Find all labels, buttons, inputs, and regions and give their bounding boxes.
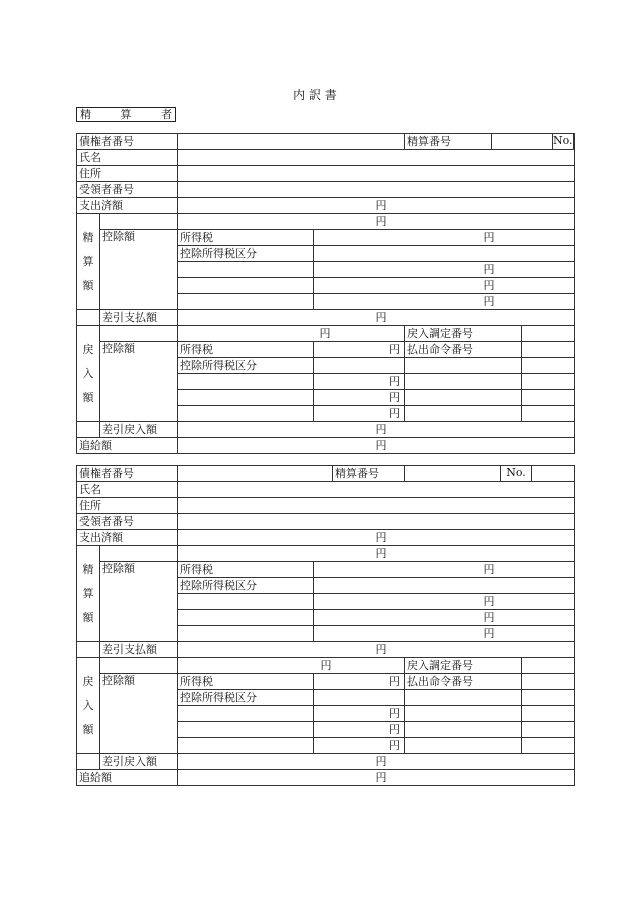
vchar: 精 <box>82 562 94 576</box>
seisansha-char: 算 <box>120 108 132 121</box>
blank-cell[interactable] <box>522 706 575 722</box>
seisan-amount-label <box>77 214 100 310</box>
deduction-amount-field[interactable] <box>314 626 575 642</box>
income-tax-label: 所得税 <box>178 230 314 246</box>
vchar: 額 <box>82 722 94 736</box>
paid-amount-label: 支出済額 <box>77 530 178 546</box>
yen-unit: 円 <box>375 438 387 452</box>
deduction-label: 控除額 <box>100 562 178 642</box>
recipient-no-field[interactable] <box>178 514 575 530</box>
address-label: 住所 <box>77 498 178 514</box>
address-field[interactable] <box>178 498 575 514</box>
recipient-no-label: 受領者番号 <box>77 182 178 198</box>
net-return-field[interactable] <box>178 754 575 770</box>
settlement-no-field[interactable] <box>405 466 575 482</box>
seisansha-char: 精 <box>80 108 91 121</box>
net-payment-label: 差引支払額 <box>100 310 178 326</box>
income-tax-label: 所得税 <box>178 562 314 578</box>
settlement-no-label: 精算番号 <box>333 466 405 482</box>
yen-unit: 円 <box>483 594 495 608</box>
net-return-field[interactable] <box>178 422 575 438</box>
income-tax-field[interactable] <box>314 674 405 690</box>
income-tax-field[interactable] <box>314 230 575 246</box>
creditor-no-label: 債権者番号 <box>77 466 178 482</box>
return-amount-field[interactable] <box>178 326 405 342</box>
income-tax-class-label: 控除所得税区分 <box>178 690 314 706</box>
vchar: 精 <box>82 230 94 244</box>
deduction-amount-field[interactable] <box>314 262 575 278</box>
yen-unit: 円 <box>375 214 387 228</box>
blank-cell[interactable] <box>522 690 575 706</box>
deduction-item-field[interactable] <box>178 374 314 390</box>
deduction-amount-field[interactable] <box>314 706 405 722</box>
yen-unit: 円 <box>483 294 495 308</box>
seisansha-char: 者 <box>161 108 172 121</box>
no-label: No. <box>501 466 532 481</box>
blank-cell[interactable] <box>522 406 575 422</box>
name-field[interactable] <box>178 150 575 166</box>
income-tax-label: 所得税 <box>178 342 314 358</box>
vchar: 算 <box>82 586 94 600</box>
document-title: 内 訳 書 <box>293 88 337 102</box>
blank-cell[interactable] <box>522 390 575 406</box>
deduction-item-field[interactable] <box>178 610 314 626</box>
return-adjust-no-label: 戻入調定番号 <box>405 326 522 342</box>
yen-unit: 円 <box>389 706 400 720</box>
income-tax-field[interactable] <box>314 562 575 578</box>
yen-unit: 円 <box>483 278 495 292</box>
blank-cell[interactable] <box>522 358 575 374</box>
breakdown-table-2 <box>76 465 575 786</box>
seisan-amount-field[interactable] <box>178 546 575 562</box>
address-field[interactable] <box>178 166 575 182</box>
paid-amount-label: 支出済額 <box>77 198 178 214</box>
income-tax-class-field[interactable] <box>314 578 575 594</box>
vchar: 入 <box>82 698 94 712</box>
deduction-item-field[interactable] <box>178 722 314 738</box>
no-field[interactable] <box>532 466 574 481</box>
settlement-no-label: 精算番号 <box>405 134 492 150</box>
return-adjust-no-field[interactable] <box>522 658 575 674</box>
blank-cell[interactable] <box>522 738 575 754</box>
creditor-no-field[interactable] <box>178 466 333 482</box>
creditor-no-field[interactable] <box>178 134 405 150</box>
return-amount-field[interactable] <box>178 658 405 674</box>
blank-cell[interactable] <box>522 722 575 738</box>
yen-unit: 円 <box>375 642 387 656</box>
payment-order-no-field[interactable] <box>522 342 575 358</box>
additional-label: 追給額 <box>77 438 178 454</box>
yen-unit: 円 <box>389 374 401 388</box>
deduction-label: 控除額 <box>100 230 178 310</box>
deduction-amount-field[interactable] <box>314 722 405 738</box>
deduction-amount-field[interactable] <box>314 390 405 406</box>
yen-unit: 円 <box>389 390 401 404</box>
deduction-item-field[interactable] <box>178 594 314 610</box>
yen-unit: 円 <box>483 262 495 276</box>
blank-cell[interactable] <box>405 374 522 390</box>
blank-cell[interactable] <box>405 706 522 722</box>
return-amount-label <box>77 326 100 422</box>
blank-cell[interactable] <box>405 738 522 754</box>
deduction-amount-field[interactable] <box>314 610 575 626</box>
yen-unit: 円 <box>375 546 387 560</box>
income-tax-field[interactable] <box>314 342 405 358</box>
deduction-label: 控除額 <box>100 342 178 422</box>
yen-unit: 円 <box>389 722 400 736</box>
blank-cell[interactable] <box>405 690 522 706</box>
deduction-amount-field[interactable] <box>314 294 575 310</box>
deduction-item-field[interactable] <box>178 626 314 642</box>
income-tax-class-field[interactable] <box>314 246 575 262</box>
deduction-item-field[interactable] <box>178 278 314 294</box>
vchar: 算 <box>82 254 94 268</box>
vchar: 戻 <box>82 674 94 688</box>
yen-unit: 円 <box>389 738 400 752</box>
yen-unit: 円 <box>319 326 331 340</box>
payment-order-no-field[interactable] <box>522 674 575 690</box>
no-label: No. <box>552 134 573 147</box>
net-payment-field[interactable] <box>178 310 575 326</box>
yen-unit: 円 <box>320 658 332 672</box>
income-tax-class-field[interactable] <box>314 690 405 706</box>
yen-unit: 円 <box>375 310 387 324</box>
yen-unit: 円 <box>483 230 495 244</box>
return-adjust-no-field[interactable] <box>522 326 575 342</box>
recipient-no-field[interactable] <box>178 182 575 198</box>
net-return-label: 差引戻入額 <box>100 754 178 770</box>
blank-cell[interactable] <box>405 722 522 738</box>
deduction-amount-field[interactable] <box>314 738 405 754</box>
vchar: 入 <box>82 366 94 380</box>
vchar: 額 <box>82 278 94 292</box>
yen-unit: 円 <box>375 770 387 784</box>
creditor-no-label: 債権者番号 <box>77 134 178 150</box>
income-tax-class-label: 控除所得税区分 <box>178 358 314 374</box>
deduction-item-field[interactable] <box>178 738 314 754</box>
payment-order-no-label: 払出命令番号 <box>405 674 522 690</box>
yen-unit: 円 <box>375 754 387 768</box>
deduction-amount-field[interactable] <box>314 406 405 422</box>
additional-field[interactable] <box>178 770 575 786</box>
yen-unit: 円 <box>483 610 495 624</box>
yen-unit: 円 <box>375 422 387 436</box>
net-payment-field[interactable] <box>178 642 575 658</box>
deduction-amount-field[interactable] <box>314 374 405 390</box>
net-return-label: 差引戻入額 <box>100 422 178 438</box>
paid-amount-field[interactable] <box>178 530 575 546</box>
deduction-item-field[interactable] <box>178 262 314 278</box>
payment-order-no-label: 払出命令番号 <box>405 342 522 358</box>
blank-cell[interactable] <box>405 406 522 422</box>
deduction-item-field[interactable] <box>178 406 314 422</box>
paid-amount-field[interactable] <box>178 198 575 214</box>
deduction-label: 控除額 <box>100 674 178 754</box>
yen-unit: 円 <box>389 674 400 688</box>
name-label: 氏名 <box>77 482 178 498</box>
deduction-amount-field[interactable] <box>314 278 575 294</box>
address-label: 住所 <box>77 166 178 182</box>
yen-unit: 円 <box>483 562 495 576</box>
vchar: 額 <box>82 390 94 404</box>
deduction-item-field[interactable] <box>178 706 314 722</box>
yen-unit: 円 <box>389 342 401 356</box>
additional-field[interactable] <box>178 438 575 454</box>
breakdown-table-1 <box>76 133 575 454</box>
deduction-item-field[interactable] <box>178 294 314 310</box>
vchar: 額 <box>82 610 94 624</box>
yen-unit: 円 <box>375 198 387 212</box>
name-field[interactable] <box>178 482 575 498</box>
net-payment-label: 差引支払額 <box>100 642 178 658</box>
recipient-no-label: 受領者番号 <box>77 514 178 530</box>
income-tax-class-field[interactable] <box>314 358 405 374</box>
deduction-amount-field[interactable] <box>314 594 575 610</box>
income-tax-class-label: 控除所得税区分 <box>178 578 314 594</box>
blank-cell[interactable] <box>405 358 522 374</box>
deduction-item-field[interactable] <box>178 390 314 406</box>
yen-unit: 円 <box>375 530 387 544</box>
seisan-amount-field[interactable] <box>178 214 575 230</box>
seisansha-box <box>76 107 176 122</box>
vchar: 戻 <box>82 342 94 356</box>
settlement-no-field[interactable] <box>492 134 575 150</box>
yen-unit: 円 <box>389 406 401 420</box>
yen-unit: 円 <box>483 626 495 640</box>
name-label: 氏名 <box>77 150 178 166</box>
additional-label: 追給額 <box>77 770 178 786</box>
seisan-amount-label <box>77 546 100 642</box>
return-adjust-no-label: 戻入調定番号 <box>405 658 522 674</box>
income-tax-label: 所得税 <box>178 674 314 690</box>
return-amount-label <box>77 658 100 754</box>
blank-cell[interactable] <box>522 374 575 390</box>
blank-cell[interactable] <box>405 390 522 406</box>
income-tax-class-label: 控除所得税区分 <box>178 246 314 262</box>
